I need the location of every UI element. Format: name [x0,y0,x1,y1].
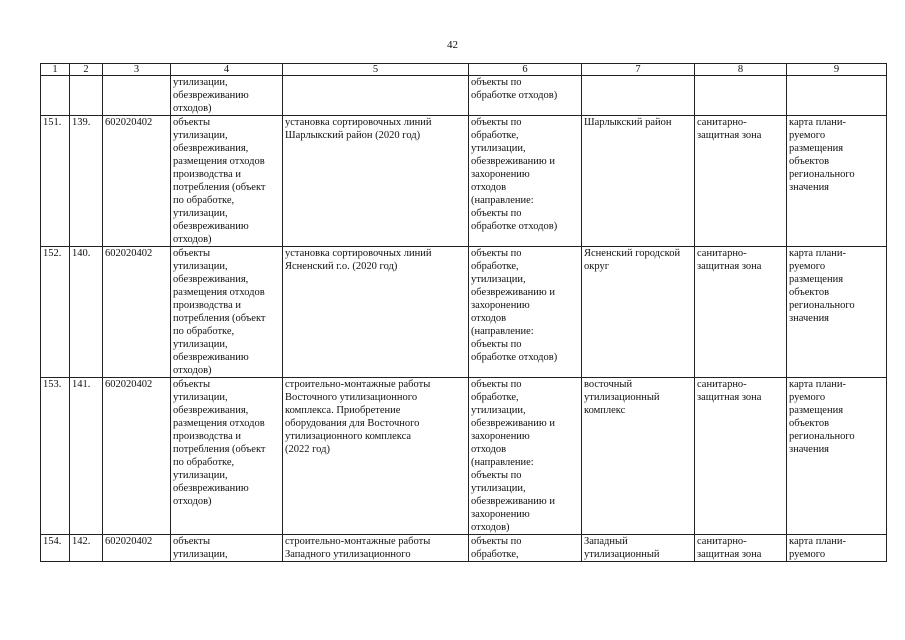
header-cell: 4 [171,64,283,76]
purpose-cell: объекты по обработке, утилизации, обезвреживанию и захоронению отходов (направление: объекты по утилизации, обезвреживанию и захоронению отходов) [469,378,582,535]
location-cell: восточный утилизационный комплекс [582,378,695,535]
code-cell: 602020402 [103,247,171,378]
row-number-cell: 151. [41,116,70,247]
purpose-cell: объекты по обработке отходов) [469,76,582,116]
table-row [41,535,887,562]
object-name-cell: строительно-монтажные работы Западного утилизационного [283,535,469,562]
header-cell: 7 [582,64,695,76]
purpose-cell: объекты по обработке, [469,535,582,562]
header-cell: 1 [41,64,70,76]
header-cell: 3 [103,64,171,76]
object-type-cell: объекты утилизации, [171,535,283,562]
header-cell: 5 [283,64,469,76]
location-cell: Ясненский городской округ [582,247,695,378]
zone-cell: санитарно- защитная зона [695,116,787,247]
data-table [40,63,887,562]
zone-cell: санитарно- защитная зона [695,247,787,378]
code-cell: 602020402 [103,378,171,535]
map-cell: карта плани- руемого размещения объектов регионального значения [787,116,887,247]
map-cell [787,76,887,116]
code-cell: 602020402 [103,116,171,247]
map-cell: карта плани- руемого [787,535,887,562]
table-row [41,378,887,535]
header-cell: 9 [787,64,887,76]
table-header-row [41,64,887,76]
table-row [41,116,887,247]
code-cell: 602020402 [103,535,171,562]
location-cell [582,76,695,116]
table-row [41,76,887,116]
item-number-cell: 140. [70,247,103,378]
table-row [41,247,887,378]
row-number-cell: 154. [41,535,70,562]
header-cell: 8 [695,64,787,76]
header-cell: 6 [469,64,582,76]
zone-cell [695,76,787,116]
object-type-cell: объекты утилизации, обезвреживания, размещения отходов производства и потребления (объект по обработке, утилизации, обезвреживанию отходов) [171,247,283,378]
code-cell [103,76,171,116]
object-type-cell: объекты утилизации, обезвреживания, размещения отходов производства и потребления (объект по обработке, утилизации, обезвреживанию отходов) [171,116,283,247]
map-cell: карта плани- руемого размещения объектов регионального значения [787,378,887,535]
location-cell: Западный утилизационный [582,535,695,562]
header-cell: 2 [70,64,103,76]
location-cell: Шарлыкский район [582,116,695,247]
purpose-cell: объекты по обработке, утилизации, обезвреживанию и захоронению отходов (направление: объекты по обработке отходов) [469,247,582,378]
object-name-cell: установка сортировочных линий Ясненский г.о. (2020 год) [283,247,469,378]
object-type-cell: утилизации, обезвреживанию отходов) [171,76,283,116]
object-name-cell [283,76,469,116]
page-number: 42 [447,39,458,51]
zone-cell: санитарно- защитная зона [695,378,787,535]
row-number-cell: 153. [41,378,70,535]
row-number-cell [41,76,70,116]
object-name-cell: установка сортировочных линий Шарлыкский район (2020 год) [283,116,469,247]
object-name-cell: строительно-монтажные работы Восточного утилизационного комплекса. Приобретение оборудования для Восточного утилизационного комплекса (2022 год) [283,378,469,535]
object-type-cell: объекты утилизации, обезвреживания, размещения отходов производства и потребления (объект по обработке, утилизации, обезвреживанию отходов) [171,378,283,535]
item-number-cell: 141. [70,378,103,535]
row-number-cell: 152. [41,247,70,378]
zone-cell: санитарно- защитная зона [695,535,787,562]
purpose-cell: объекты по обработке, утилизации, обезвреживанию и захоронению отходов (направление: объекты по обработке отходов) [469,116,582,247]
item-number-cell: 139. [70,116,103,247]
item-number-cell [70,76,103,116]
map-cell: карта плани- руемого размещения объектов регионального значения [787,247,887,378]
item-number-cell: 142. [70,535,103,562]
